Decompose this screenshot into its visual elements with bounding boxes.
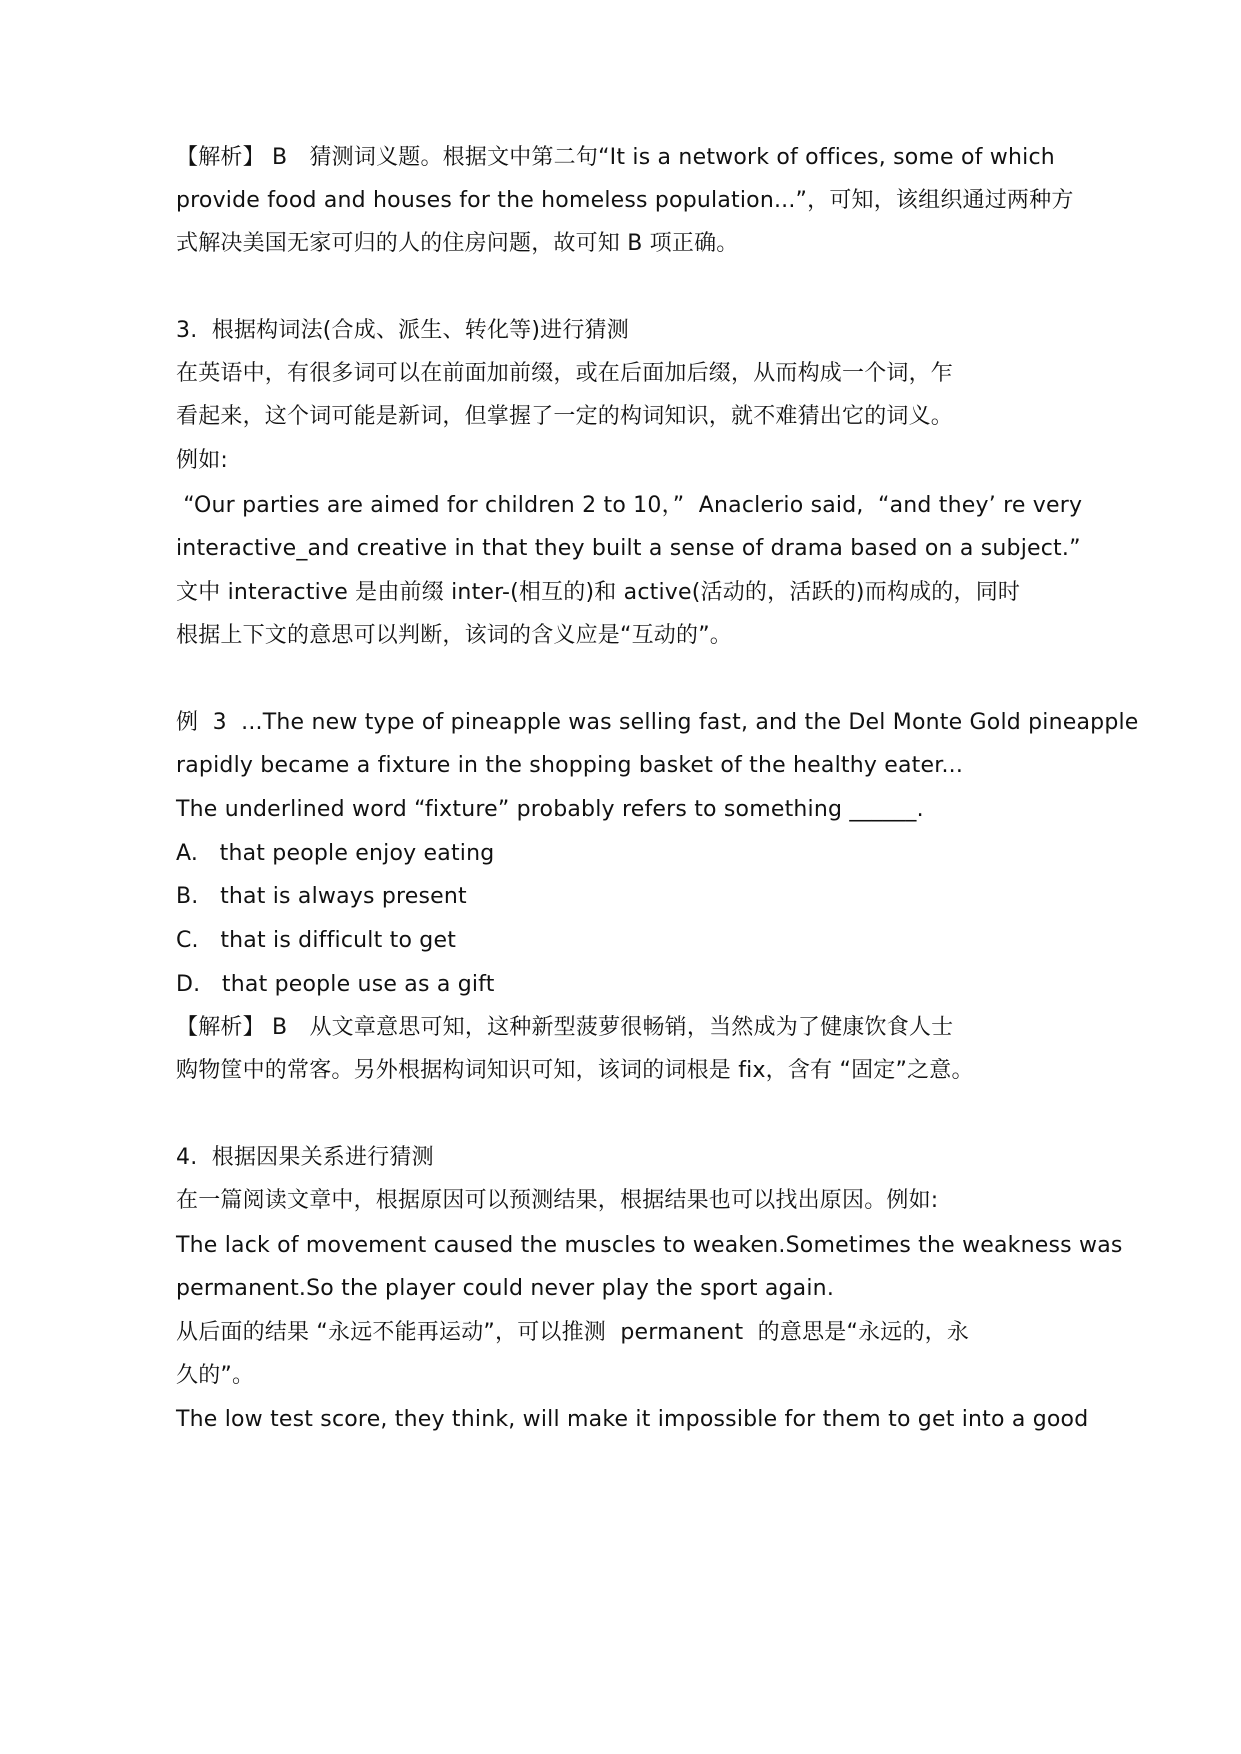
example-explanation-line-1: 文中 interactive 是由前缀 inter-(相互的)和 active(活动的，活跃的)而构成的，同时 (176, 580, 1021, 605)
analysis-1-line-1: 【解析】 B 猜测词义题。根据文中第二句“It is a network of offices, some of which (176, 145, 1055, 170)
example-quote-line-2: interactive_and creative in that they built a sense of drama based on a subject.” (176, 536, 1081, 561)
section-4-explanation-line-2: 久的”。 (176, 1363, 255, 1388)
analysis-2-line-2: 购物筐中的常客。另外根据构词知识可知，该词的词根是 fix，含有 “固定”之意。 (176, 1058, 974, 1083)
section-3-text-line-3: 例如: (176, 448, 229, 473)
example-3-line-1: 例 3 ...The new type of pineapple was selling fast, and the Del Monte Gold pineapple (176, 710, 1139, 735)
example-explanation-line-2: 根据上下文的意思可以判断，该词的含义应是“互动的”。 (176, 623, 732, 648)
section-4-explanation-line-1: 从后面的结果 “永远不能再运动”，可以推测 permanent 的意思是“永远的，永 (176, 1320, 970, 1345)
section-4-example-line-2: permanent.So the player could never play the sport again. (176, 1276, 835, 1301)
section-4-example-line-1: The lack of movement caused the muscles to weaken.Sometimes the weakness was (176, 1233, 1123, 1258)
section-3-text-line-1: 在英语中，有很多词可以在前面加前缀，或在后面加后缀，从而构成一个词，乍 (176, 361, 954, 386)
section-3-heading: 3. 根据构词法(合成、派生、转化等)进行猜测 (176, 318, 629, 343)
example-quote-line-1: “Our parties are aimed for children 2 to 10，” Anaclerio said, “and they’ re very (176, 493, 1083, 518)
section-4-text: 在一篇阅读文章中，根据原因可以预测结果，根据结果也可以找出原因。例如: (176, 1188, 939, 1213)
option-a: A. that people enjoy eating (176, 841, 495, 866)
section-4-heading: 4. 根据因果关系进行猜测 (176, 1145, 434, 1170)
section-4-example-2-line-1: The low test score, they think, will make it impossible for them to get into a good (176, 1407, 1089, 1432)
example-3-question: The underlined word “fixture” probably refers to something ______. (176, 797, 924, 822)
example-3-line-2: rapidly became a fixture in the shopping basket of the healthy eater... (176, 753, 964, 778)
section-3-text-line-2: 看起来，这个词可能是新词，但掌握了一定的构词知识，就不难猜出它的词义。 (176, 404, 954, 429)
option-b: B. that is always present (176, 884, 467, 909)
option-c: C. that is difficult to get (176, 928, 457, 953)
analysis-1-line-3: 式解决美国无家可归的人的住房问题，故可知 B 项正确。 (176, 231, 739, 256)
analysis-1-line-2: provide food and houses for the homeless population...”，可知，该组织通过两种方 (176, 188, 1074, 213)
analysis-2-line-1: 【解析】 B 从文章意思可知，这种新型菠萝很畅销，当然成为了健康饮食人士 (176, 1015, 954, 1040)
option-d: D. that people use as a gift (176, 972, 495, 997)
